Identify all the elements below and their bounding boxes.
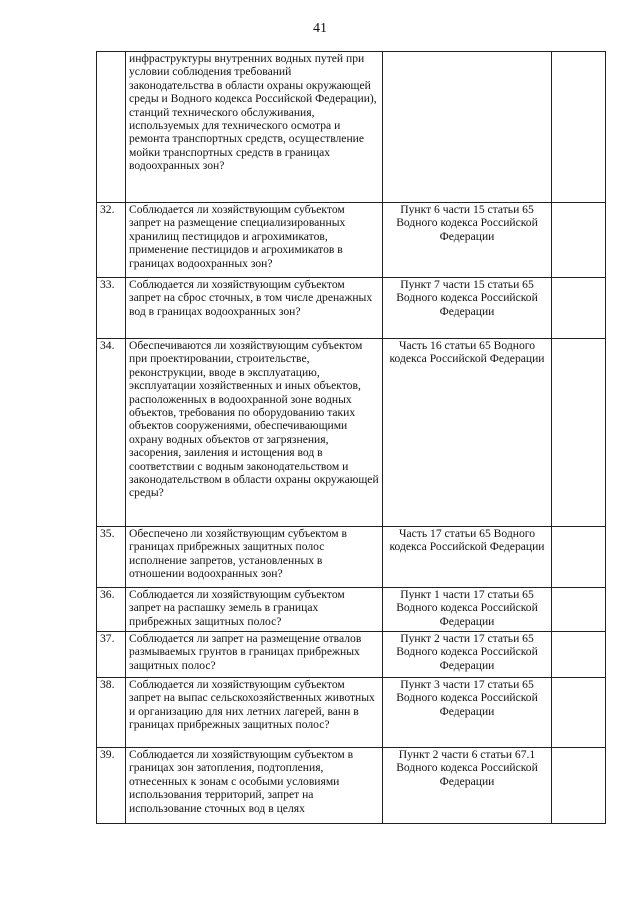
row-number (97, 52, 126, 203)
page-number: 41 (313, 21, 327, 36)
answer-cell (552, 339, 606, 527)
answer-cell (552, 632, 606, 678)
row-number: 32. (97, 203, 126, 278)
answer-cell (552, 203, 606, 278)
reference-cell: Пункт 3 части 17 статьи 65 Водного кодекса Российской Федерации (383, 678, 552, 748)
reference-cell: Пункт 6 части 15 статьи 65 Водного кодекса Российской Федерации (383, 203, 552, 278)
table-row (97, 748, 606, 824)
question-cell: инфраструктуры внутренних водных путей при условии соблюдения требований законодательства в области охраны окружающей среды и Водного кодекса Российской Федерации), станций технического обслуживания, используемых для технического осмотра и ремонта транспортных средств, осуществление мойки транспортных средств в границах водоохранных зон? (126, 52, 383, 203)
question-cell: Обеспечиваются ли хозяйствующим субъектом при проектировании, строительстве, реконструкции, вводе в эксплуатацию, эксплуатации хозяйственных и иных объектов, расположенных в водоохранной зоне водных объектов, требования по оборудованию таких объектов сооружениями, обеспечивающими охрану водных объектов от загрязнения, засорения, заиления и истощения вод в соответствии с водным законодательством и законодательством в области охраны окружающей среды? (126, 339, 383, 527)
table-row (97, 278, 606, 339)
reference-cell (383, 52, 552, 203)
reference-cell: Пункт 2 части 6 статьи 67.1 Водного кодекса Российской Федерации (383, 748, 552, 824)
checklist-table (96, 51, 606, 824)
question-cell: Соблюдается ли хозяйствующим субъектом запрет на выпас сельскохозяйственных животных и организацию для них летних лагерей, ванн в границах прибрежных защитных полос? (126, 678, 383, 748)
question-cell: Обеспечено ли хозяйствующим субъектом в границах прибрежных защитных полос исполнение запретов, установленных в отношении водоохранных зон? (126, 527, 383, 588)
question-cell: Соблюдается ли хозяйствующим субъектом запрет на распашку земель в границах прибрежных защитных полос? (126, 588, 383, 632)
question-cell: Соблюдается ли хозяйствующим субъектом в границах зон затопления, подтопления, отнесенных к зонам с особыми условиями использования территорий, запрет на использование сточных вод в целях (126, 748, 383, 824)
row-number: 36. (97, 588, 126, 632)
reference-cell: Пункт 2 части 17 статьи 65 Водного кодекса Российской Федерации (383, 632, 552, 678)
row-number: 34. (97, 339, 126, 527)
row-number: 33. (97, 278, 126, 339)
row-number: 39. (97, 748, 126, 824)
row-number: 37. (97, 632, 126, 678)
reference-cell: Пункт 1 части 17 статьи 65 Водного кодекса Российской Федерации (383, 588, 552, 632)
reference-cell: Пункт 7 части 15 статьи 65 Водного кодекса Российской Федерации (383, 278, 552, 339)
table-row (97, 527, 606, 588)
answer-cell (552, 748, 606, 824)
answer-cell (552, 678, 606, 748)
answer-cell (552, 588, 606, 632)
table-row (97, 678, 606, 748)
answer-cell (552, 278, 606, 339)
question-cell: Соблюдается ли хозяйствующим субъектом запрет на сброс сточных, в том числе дренажных вод в границах водоохранных зон? (126, 278, 383, 339)
table-row (97, 588, 606, 632)
answer-cell (552, 52, 606, 203)
table-row (97, 339, 606, 527)
reference-cell: Часть 17 статьи 65 Водного кодекса Российской Федерации (383, 527, 552, 588)
reference-cell: Часть 16 статьи 65 Водного кодекса Российской Федерации (383, 339, 552, 527)
row-number: 38. (97, 678, 126, 748)
question-cell: Соблюдается ли запрет на размещение отвалов размываемых грунтов в границах прибрежных защитных полос? (126, 632, 383, 678)
table-row (97, 632, 606, 678)
table-row (97, 52, 606, 203)
answer-cell (552, 527, 606, 588)
table-row (97, 203, 606, 278)
row-number: 35. (97, 527, 126, 588)
question-cell: Соблюдается ли хозяйствующим субъектом запрет на размещение специализированных хранилищ пестицидов и агрохимикатов, применение пестицидов и агрохимикатов в границах водоохранных зон? (126, 203, 383, 278)
